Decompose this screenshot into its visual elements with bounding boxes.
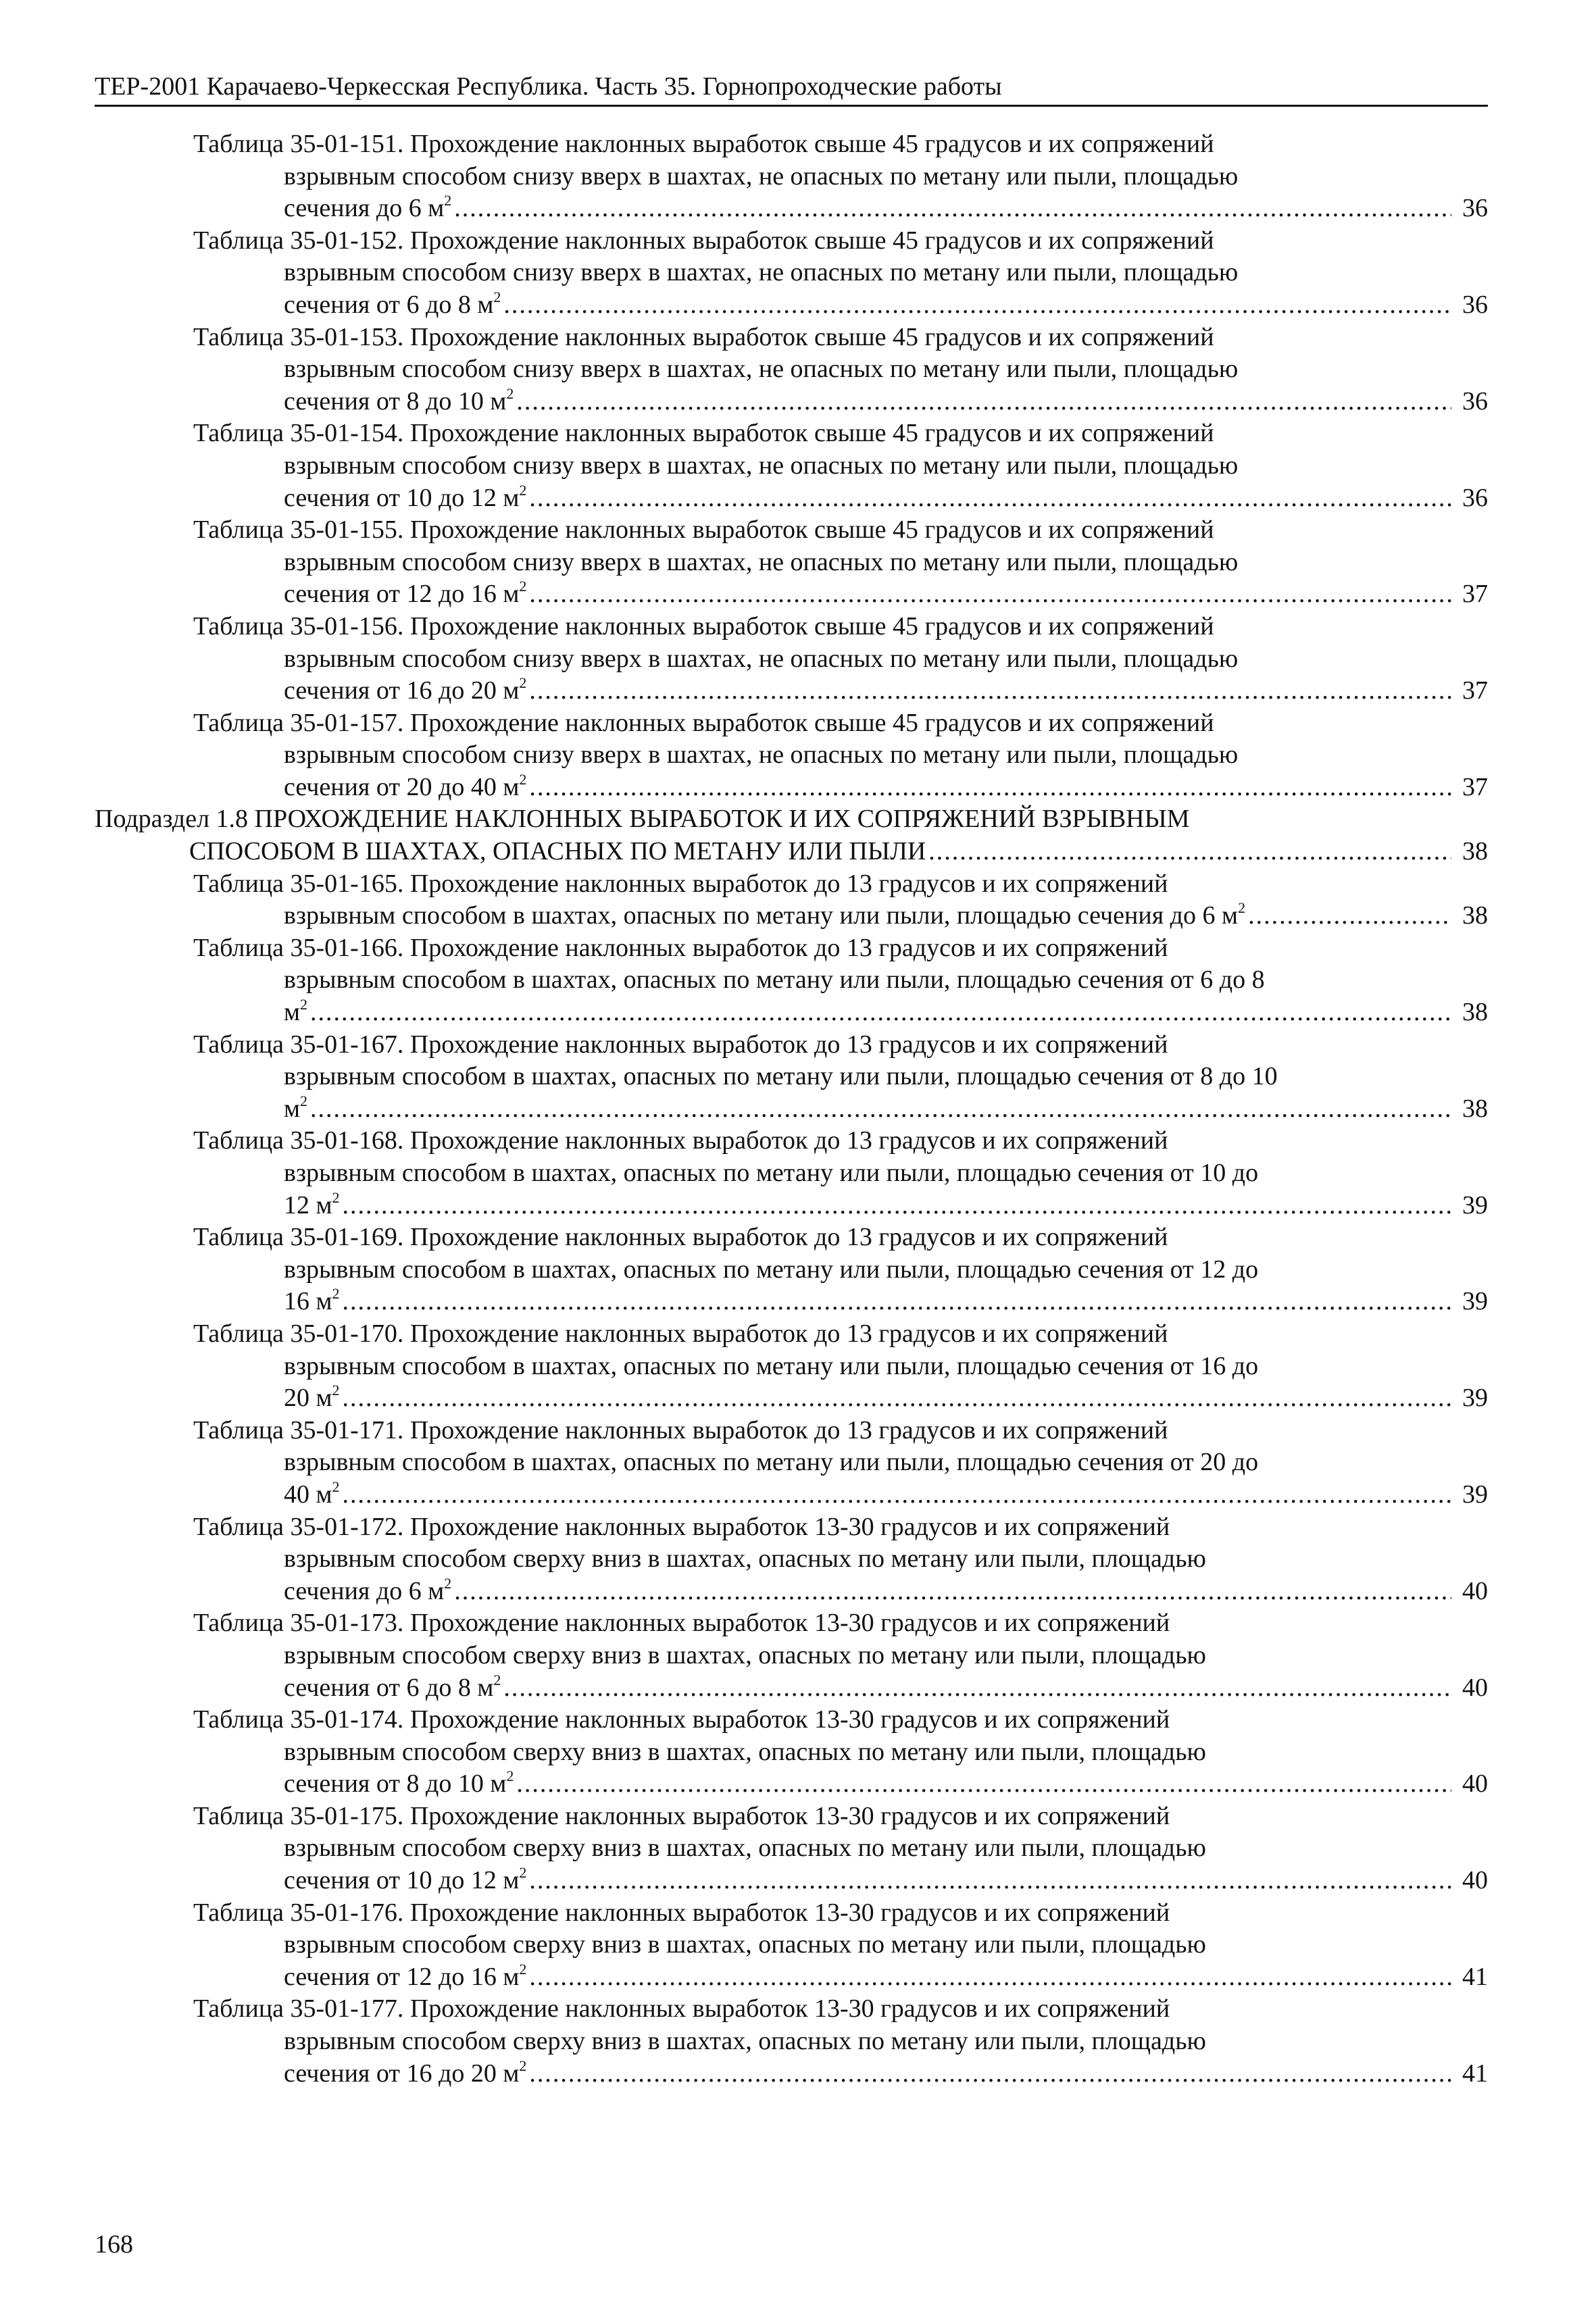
page-reference[interactable]: 41 <box>1462 1962 1488 1991</box>
entry-final-line <box>284 289 1488 322</box>
entry-final-text <box>284 675 526 707</box>
superscript-exponent: 2 <box>493 1671 501 1688</box>
dot-leader <box>529 772 1451 804</box>
entry-final-line <box>284 1576 1488 1608</box>
page-reference[interactable]: 37 <box>1462 580 1488 609</box>
toc-table-entry[interactable] <box>95 1029 1488 1126</box>
entry-final-line <box>284 1672 1488 1705</box>
page-reference[interactable]: 40 <box>1462 1576 1488 1605</box>
page-number: 168 <box>95 2230 133 2259</box>
toc-table-entry[interactable] <box>95 1222 1488 1318</box>
entry-final-words: сечения от 16 до 20 м <box>284 676 520 705</box>
dot-leader <box>343 1479 1451 1511</box>
entry-final-line <box>284 772 1488 804</box>
entry-final-words: сечения от 6 до 8 м <box>284 290 494 319</box>
toc-table-entry[interactable] <box>95 1511 1488 1608</box>
toc-table-entry[interactable] <box>95 1415 1488 1511</box>
superscript-exponent: 2 <box>519 2057 527 2074</box>
toc-table-entry[interactable] <box>95 514 1488 611</box>
entry-continuation-line: взрывным способом снизу вверх в шахтах, не опасных по метану или пыли, площадью <box>284 547 1239 576</box>
entry-final-line <box>284 1479 1488 1511</box>
entry-final-text <box>284 900 1245 932</box>
entry-final-line <box>284 578 1488 611</box>
entry-final-text <box>284 289 501 322</box>
page-reference[interactable]: 36 <box>1462 386 1488 416</box>
page-reference[interactable]: 36 <box>1462 194 1488 223</box>
entry-continuation-line: взрывным способом в шахтах, опасных по метану или пыли, площадью сечения от 8 до 10 <box>284 1062 1278 1091</box>
toc-table-entry[interactable] <box>95 1801 1488 1897</box>
dot-leader <box>529 2058 1451 2090</box>
page-reference[interactable]: 39 <box>1462 1190 1488 1219</box>
entry-final-text <box>284 1961 526 1994</box>
entry-title-line: Таблица 35-01-172. Прохождение наклонных выработок 13-30 градусов и их сопряжений <box>193 1512 1170 1541</box>
entry-final-text <box>284 1190 340 1222</box>
toc-table-entry[interactable] <box>95 1318 1488 1415</box>
toc-table-entry[interactable] <box>95 932 1488 1029</box>
dot-leader <box>529 1961 1451 1994</box>
dot-leader <box>343 1382 1451 1415</box>
toc-table-entry[interactable] <box>95 418 1488 514</box>
page-reference[interactable]: 39 <box>1462 1384 1488 1413</box>
entry-final-line <box>284 193 1488 225</box>
superscript-exponent: 2 <box>493 288 501 305</box>
entry-final-words: сечения от 8 до 10 м <box>284 1769 507 1799</box>
entry-final-words: сечения от 16 до 20 м <box>284 2059 520 2088</box>
table-of-contents <box>95 128 1488 2090</box>
superscript-exponent: 2 <box>519 1864 527 1882</box>
entry-final-text <box>284 1479 340 1511</box>
dot-leader <box>516 1768 1451 1801</box>
page-reference[interactable]: 37 <box>1462 676 1488 705</box>
superscript-exponent: 2 <box>332 1382 340 1399</box>
entry-final-text <box>284 772 526 804</box>
superscript-exponent: 2 <box>1238 899 1246 917</box>
entry-title-line: Таблица 35-01-156. Прохождение наклонных выработок свыше 45 градусов и их сопряжений <box>193 611 1214 640</box>
entry-final-words: сечения от 12 до 16 м <box>284 580 520 609</box>
entry-final-words: СПОСОБОМ В ШАХТАХ, ОПАСНЫХ ПО МЕТАНУ ИЛИ ПЫЛИ <box>189 837 926 866</box>
entry-final-words: сечения от 6 до 8 м <box>284 1673 494 1702</box>
entry-final-line <box>284 1768 1488 1801</box>
toc-table-entry[interactable] <box>95 1897 1488 1994</box>
entry-title-line: Подраздел 1.8 ПРОХОЖДЕНИЕ НАКЛОННЫХ ВЫРАБОТОК И ИХ СОПРЯЖЕНИЙ ВЗРЫВНЫМ <box>95 805 1190 834</box>
entry-title-line: Таблица 35-01-176. Прохождение наклонных выработок 13-30 градусов и их сопряжений <box>193 1898 1170 1927</box>
entry-final-line <box>284 2058 1488 2090</box>
page-reference[interactable]: 40 <box>1462 1673 1488 1702</box>
page-reference[interactable]: 40 <box>1462 1769 1488 1799</box>
entry-title-line: Таблица 35-01-155. Прохождение наклонных выработок свыше 45 градусов и их сопряжений <box>193 515 1214 545</box>
entry-title-line: Таблица 35-01-152. Прохождение наклонных выработок свыше 45 градусов и их сопряжений <box>193 226 1214 255</box>
dot-leader <box>343 1286 1451 1318</box>
entry-title-line: Таблица 35-01-177. Прохождение наклонных выработок 13-30 градусов и их сопряжений <box>193 1994 1170 2023</box>
entry-continuation-line: взрывным способом в шахтах, опасных по метану или пыли, площадью сечения от 10 до <box>284 1159 1259 1187</box>
entry-final-words: 40 м <box>284 1480 332 1509</box>
superscript-exponent: 2 <box>444 1574 452 1592</box>
entry-final-text <box>284 482 526 515</box>
entry-final-text <box>284 1382 340 1415</box>
superscript-exponent: 2 <box>519 770 527 788</box>
toc-table-entry[interactable] <box>95 225 1488 322</box>
dot-leader <box>529 1865 1451 1897</box>
entry-final-text <box>284 1768 514 1801</box>
superscript-exponent: 2 <box>506 384 514 402</box>
page-reference[interactable]: 37 <box>1462 772 1488 801</box>
dot-leader <box>310 997 1451 1029</box>
entry-final-line <box>189 836 1488 868</box>
page-reference[interactable]: 36 <box>1462 290 1488 319</box>
dot-leader <box>1248 900 1451 932</box>
entry-title-line: Таблица 35-01-170. Прохождение наклонных выработок до 13 градусов и их сопряжений <box>193 1319 1168 1348</box>
superscript-exponent: 2 <box>519 578 527 595</box>
page-reference[interactable]: 38 <box>1462 901 1488 930</box>
dot-leader <box>529 578 1451 611</box>
entry-final-text <box>284 1865 526 1897</box>
entry-final-line <box>284 1961 1488 1994</box>
entry-final-words: сечения от 10 до 12 м <box>284 1866 520 1895</box>
entry-continuation-line: взрывным способом сверху вниз в шахтах, опасных по метану или пыли, площадью <box>284 1737 1206 1766</box>
header-rule <box>95 105 1488 107</box>
entry-continuation-line: взрывным способом сверху вниз в шахтах, опасных по метану или пыли, площадью <box>284 2027 1206 2056</box>
page-reference[interactable]: 38 <box>1462 998 1488 1027</box>
superscript-exponent: 2 <box>444 192 452 209</box>
entry-final-words: 16 м <box>284 1287 332 1316</box>
entry-continuation-line: взрывным способом снизу вверх в шахтах, не опасных по метану или пыли, площадью <box>284 451 1239 480</box>
entry-final-line <box>284 386 1488 418</box>
entry-final-text <box>189 836 926 868</box>
entry-final-words: сечения от 12 до 16 м <box>284 1962 520 1991</box>
page-reference[interactable]: 39 <box>1462 1480 1488 1509</box>
entry-title-line: Таблица 35-01-157. Прохождение наклонных выработок свыше 45 градусов и их сопряжений <box>193 708 1214 737</box>
toc-section-entry[interactable] <box>95 803 1488 867</box>
entry-final-words: сечения до 6 м <box>284 1576 445 1605</box>
entry-title-line: Таблица 35-01-153. Прохождение наклонных выработок свыше 45 градусов и их сопряжений <box>193 322 1214 351</box>
entry-continuation-line: взрывным способом снизу вверх в шахтах, не опасных по метану или пыли, площадью <box>284 258 1239 287</box>
entry-continuation-line: взрывным способом снизу вверх в шахтах, не опасных по метану или пыли, площадью <box>284 740 1239 770</box>
entry-continuation-line: взрывным способом снизу вверх в шахтах, не опасных по метану или пыли, площадью <box>284 644 1239 673</box>
entry-continuation-line: взрывным способом в шахтах, опасных по метану или пыли, площадью сечения от 12 до <box>284 1255 1259 1284</box>
toc-table-entry[interactable] <box>95 128 1488 225</box>
entry-final-line <box>284 1093 1488 1126</box>
running-header: ТЕР-2001 Карачаево-Черкесская Республика. Часть 35. Горнопроходческие работы <box>95 72 1002 101</box>
entry-final-text <box>284 1672 501 1705</box>
dot-leader <box>529 482 1451 515</box>
entry-continuation-line: взрывным способом сверху вниз в шахтах, опасных по метану или пыли, площадью <box>284 1544 1206 1574</box>
entry-title-line: Таблица 35-01-174. Прохождение наклонных выработок 13-30 градусов и их сопряжений <box>193 1705 1170 1734</box>
entry-final-text <box>284 386 514 418</box>
entry-continuation-line: взрывным способом в шахтах, опасных по метану или пыли, площадью сечения от 16 до <box>284 1351 1259 1380</box>
entry-final-text <box>284 1093 307 1126</box>
entry-final-text <box>284 2058 526 2090</box>
toc-table-entry[interactable] <box>95 1125 1488 1222</box>
toc-table-entry[interactable] <box>95 868 1488 932</box>
entry-final-words: сечения от 20 до 40 м <box>284 772 520 801</box>
entry-final-words: м <box>284 1094 301 1123</box>
dot-leader <box>343 1190 1451 1222</box>
entry-final-text <box>284 1576 451 1608</box>
entry-title-line: Таблица 35-01-166. Прохождение наклонных выработок до 13 градусов и их сопряжений <box>193 933 1168 962</box>
toc-table-entry[interactable] <box>95 1704 1488 1801</box>
entry-final-words: сечения от 8 до 10 м <box>284 386 507 416</box>
entry-final-line <box>284 482 1488 515</box>
superscript-exponent: 2 <box>332 1285 340 1303</box>
entry-continuation-line: взрывным способом снизу вверх в шахтах, не опасных по метану или пыли, площадью <box>284 355 1239 384</box>
superscript-exponent: 2 <box>519 1960 527 1978</box>
entry-continuation-line: взрывным способом снизу вверх в шахтах, не опасных по метану или пыли, площадью <box>284 161 1239 191</box>
superscript-exponent: 2 <box>519 674 527 692</box>
entry-final-words: сечения до 6 м <box>284 194 445 223</box>
dot-leader <box>454 1576 1451 1608</box>
entry-final-line <box>284 675 1488 707</box>
entry-title-line: Таблица 35-01-167. Прохождение наклонных выработок до 13 градусов и их сопряжений <box>193 1030 1168 1059</box>
entry-continuation-line: взрывным способом сверху вниз в шахтах, опасных по метану или пыли, площадью <box>284 1640 1206 1669</box>
dot-leader <box>310 1093 1451 1126</box>
dot-leader <box>454 193 1451 225</box>
page-reference[interactable]: 39 <box>1462 1287 1488 1316</box>
superscript-exponent: 2 <box>332 1188 340 1206</box>
dot-leader <box>503 1672 1451 1705</box>
entry-title-line: Таблица 35-01-169. Прохождение наклонных выработок до 13 градусов и их сопряжений <box>193 1223 1168 1252</box>
entry-final-text <box>284 193 451 225</box>
entry-final-line <box>284 1865 1488 1897</box>
dot-leader <box>503 289 1451 322</box>
entry-final-text <box>284 578 526 611</box>
entry-final-words: м <box>284 998 301 1027</box>
entry-title-line: Таблица 35-01-173. Прохождение наклонных выработок 13-30 градусов и их сопряжений <box>193 1609 1170 1638</box>
superscript-exponent: 2 <box>300 1092 308 1109</box>
page-reference[interactable]: 38 <box>1462 837 1488 866</box>
entry-final-words: 20 м <box>284 1384 332 1413</box>
entry-title-line: Таблица 35-01-165. Прохождение наклонных выработок до 13 градусов и их сопряжений <box>193 869 1168 898</box>
page-reference[interactable]: 36 <box>1462 483 1488 512</box>
toc-table-entry[interactable] <box>95 322 1488 418</box>
dot-leader <box>529 675 1451 707</box>
entry-final-line <box>284 1190 1488 1222</box>
entry-final-text <box>284 1286 340 1318</box>
entry-final-line <box>284 1286 1488 1318</box>
toc-table-entry[interactable] <box>95 611 1488 707</box>
entry-title-line: Таблица 35-01-154. Прохождение наклонных выработок свыше 45 градусов и их сопряжений <box>193 419 1214 448</box>
entry-title-line: Таблица 35-01-151. Прохождение наклонных выработок свыше 45 градусов и их сопряжений <box>193 130 1214 158</box>
entry-final-text <box>284 997 307 1029</box>
entry-continuation-line: взрывным способом в шахтах, опасных по метану или пыли, площадью сечения от 20 до <box>284 1448 1259 1477</box>
entry-final-line <box>284 997 1488 1029</box>
entry-final-line <box>284 1382 1488 1415</box>
page-reference[interactable]: 41 <box>1462 2059 1488 2088</box>
toc-table-entry[interactable] <box>95 707 1488 804</box>
entry-final-words: сечения от 10 до 12 м <box>284 483 520 512</box>
entry-continuation-line: взрывным способом в шахтах, опасных по метану или пыли, площадью сечения от 6 до 8 <box>284 965 1265 995</box>
entry-final-words: 12 м <box>284 1190 332 1219</box>
page-reference[interactable]: 38 <box>1462 1094 1488 1123</box>
toc-table-entry[interactable] <box>95 1993 1488 2090</box>
superscript-exponent: 2 <box>332 1478 340 1495</box>
superscript-exponent: 2 <box>506 1767 514 1785</box>
entry-title-line: Таблица 35-01-171. Прохождение наклонных выработок до 13 градусов и их сопряжений <box>193 1415 1168 1444</box>
entry-final-line <box>284 900 1488 932</box>
entry-continuation-line: взрывным способом сверху вниз в шахтах, опасных по метану или пыли, площадью <box>284 1834 1206 1863</box>
entry-continuation-line: взрывным способом сверху вниз в шахтах, опасных по метану или пыли, площадью <box>284 1930 1206 1959</box>
superscript-exponent: 2 <box>519 481 527 499</box>
toc-table-entry[interactable] <box>95 1607 1488 1704</box>
superscript-exponent: 2 <box>300 996 308 1013</box>
entry-title-line: Таблица 35-01-168. Прохождение наклонных выработок до 13 градусов и их сопряжений <box>193 1126 1168 1155</box>
entry-final-words: взрывным способом в шахтах, опасных по метану или пыли, площадью сечения до 6 м <box>284 901 1239 930</box>
dot-leader <box>516 386 1451 418</box>
page-reference[interactable]: 40 <box>1462 1866 1488 1895</box>
dot-leader <box>928 836 1451 868</box>
entry-title-line: Таблица 35-01-175. Прохождение наклонных выработок 13-30 градусов и их сопряжений <box>193 1801 1170 1830</box>
